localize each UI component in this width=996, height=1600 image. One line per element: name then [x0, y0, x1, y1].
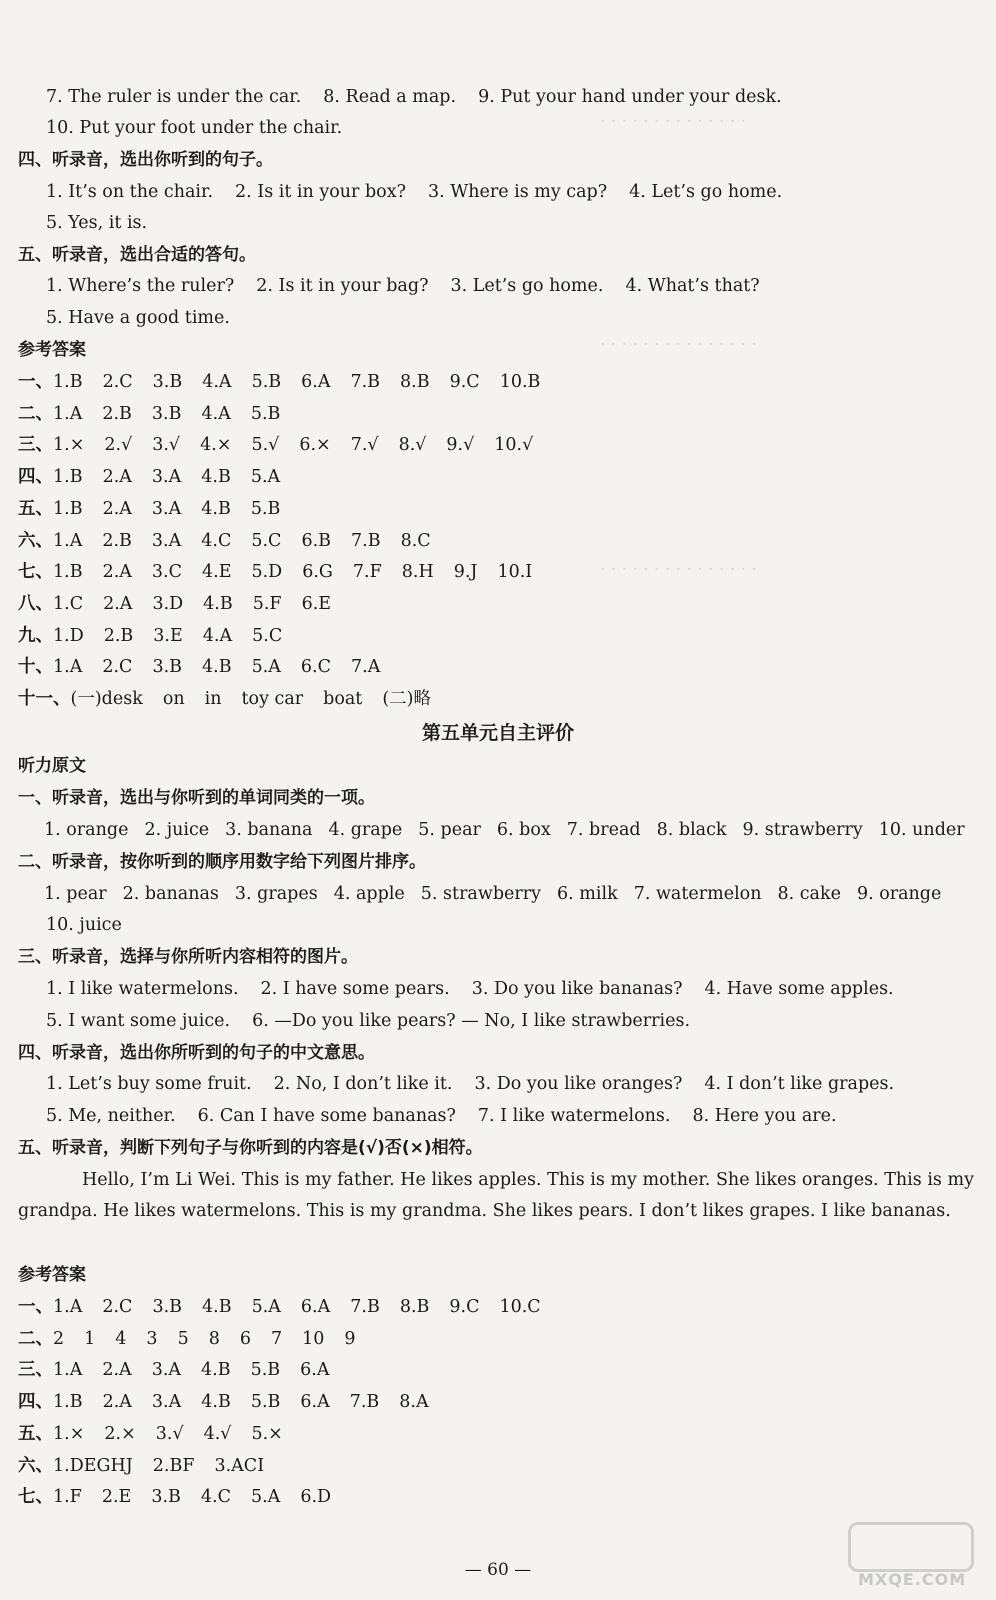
word-item: 8. cake	[777, 884, 841, 904]
section-heading: 听力原文	[18, 756, 86, 776]
listening-line	[0, 879, 996, 910]
answer-item: 7.B	[351, 530, 381, 551]
listening-paragraph: Hello, I’m Li Wei. This is my father. He likes apples. This is my mother. She likes oranges. This is my grandpa. He likes watermelons. This is my grandma. She likes pears. I don’t likes grapes. I like bananas.	[18, 1170, 974, 1221]
answer-prefix: 二、	[18, 403, 53, 424]
sentence: 7. I like watermelons.	[477, 1106, 671, 1126]
answer-item: 1.B	[53, 467, 83, 488]
answer-item: 2.BF	[152, 1455, 195, 1476]
answer-prefix: 六、	[18, 530, 53, 551]
answer-item: 4.B	[201, 467, 231, 488]
answer-item: 2.B	[102, 530, 132, 551]
answer-item: 2.C	[102, 1297, 133, 1317]
answer-item: 5.B	[251, 372, 282, 392]
sentence: 5. I want some juice.	[46, 1011, 231, 1031]
answer-row	[0, 494, 996, 525]
answer-row	[0, 1482, 996, 1513]
word-item: 1. pear	[44, 884, 107, 904]
sentence: 8. Here you are.	[692, 1106, 837, 1126]
answer-item: 1.A	[53, 403, 83, 424]
sentence: 2. No, I don’t like it.	[273, 1074, 453, 1094]
word-item: 2. juice	[144, 820, 210, 840]
section-heading: 四、听录音，选出你所听到的句子的中文意思。	[18, 1043, 375, 1063]
word-item: 7. watermelon	[633, 884, 762, 904]
answer-item: 6.×	[299, 435, 331, 456]
answer-item: 2.B	[103, 625, 134, 646]
answer-item: 3.C	[151, 562, 182, 583]
answer-item: on	[162, 689, 185, 709]
answer-row	[0, 399, 996, 430]
sentence: 3. Do you like oranges?	[474, 1074, 683, 1094]
answer-item: 3.√	[152, 435, 181, 456]
answer-item: 7	[270, 1328, 283, 1349]
answer-item: 3.A	[151, 467, 182, 488]
answer-prefix: 十一、	[18, 689, 71, 709]
unit-title: 第五单元自主评价	[421, 722, 574, 744]
answer-item: 5.A	[250, 1487, 281, 1508]
answer-item: 1.B	[53, 1392, 83, 1413]
answer-item: 5.A	[251, 1297, 281, 1317]
answer-item: 4.B	[201, 1360, 231, 1381]
section-heading: 二、听录音，按你听到的顺序用数字给下列图片排序。	[18, 852, 426, 872]
word-item: 6. milk	[557, 884, 618, 904]
answer-item: (二)略	[382, 689, 431, 709]
answer-item: 8.√	[398, 435, 427, 456]
answer-row	[0, 557, 996, 588]
answer-item: 5.×	[251, 1423, 283, 1444]
sentence: 10. juice	[46, 915, 122, 935]
watermark-text: MXQE.COM	[858, 1570, 967, 1589]
answer-prefix: 四、	[18, 467, 53, 488]
answer-row	[0, 1387, 996, 1418]
listening-line	[0, 1069, 996, 1100]
answer-item: 6.C	[300, 657, 331, 678]
sentence: 4. Let’s go home.	[629, 182, 783, 202]
answer-item: 9	[344, 1328, 356, 1349]
word-item: 9. orange	[856, 884, 942, 904]
answer-item: 4.B	[201, 498, 231, 519]
sentence: 1. It’s on the chair.	[46, 182, 214, 202]
answer-item: 2.A	[102, 562, 132, 583]
listening-line	[0, 815, 996, 846]
answer-item: 8.C	[400, 530, 431, 551]
answer-row	[0, 589, 996, 620]
answer-row	[0, 526, 996, 557]
answer-item: 1.C	[53, 593, 84, 614]
answer-prefix: 三、	[18, 1360, 53, 1381]
answer-item: 4.B	[202, 1297, 232, 1317]
answer-item: 10	[302, 1328, 325, 1349]
answer-item: 4.C	[201, 530, 232, 551]
answer-item: 6	[239, 1328, 251, 1349]
answer-item: 1.A	[53, 1360, 83, 1381]
answer-item: 4.B	[201, 1392, 231, 1413]
word-item: 3. grapes	[234, 884, 318, 904]
answer-item: 8.H	[401, 562, 434, 583]
sentence: 3. Let’s go home.	[450, 276, 604, 296]
answer-item: 4.×	[200, 435, 232, 456]
answer-prefix: 十、	[18, 657, 53, 678]
answer-row	[0, 652, 996, 683]
answer-item: 3.A	[151, 498, 182, 519]
answer-item: 5.A	[250, 467, 281, 488]
sentence: 1. Let’s buy some fruit.	[46, 1074, 252, 1094]
sentence: 8. Read a map.	[323, 87, 457, 107]
answer-item: 4.B	[203, 593, 233, 614]
answer-item: 2.C	[102, 657, 133, 678]
sentence: 6. —Do you like pears? — No, I like strawberries.	[252, 1011, 691, 1031]
sentence: 2. Is it in your bag?	[256, 276, 429, 296]
sentence: 5. Have a good time.	[46, 308, 230, 328]
word-item: 5. strawberry	[420, 884, 542, 904]
answer-item: 10.√	[494, 435, 534, 456]
answers-heading: 参考答案	[18, 340, 86, 360]
answer-item: 7.B	[349, 1392, 380, 1413]
word-item: 9. strawberry	[742, 820, 863, 840]
answer-item: 4.A	[201, 403, 231, 424]
section-heading: 三、听录音，选择与你所听内容相符的图片。	[18, 947, 358, 967]
answer-item: 1.A	[53, 1297, 83, 1317]
answer-item: 5.C	[252, 625, 283, 646]
answers-heading: 参考答案	[18, 1265, 86, 1285]
answer-item: 10.I	[497, 562, 533, 583]
answer-item: 2.√	[104, 435, 133, 456]
watermark-logo	[848, 1522, 978, 1592]
listening-line	[0, 113, 996, 144]
word-item: 10. under	[878, 820, 965, 840]
bleed-through-text: · · · · · · · · · · · · · · ·	[600, 560, 757, 580]
word-item: 4. apple	[333, 884, 405, 904]
answer-item: 2.×	[104, 1423, 136, 1444]
answer-item: 8.B	[400, 372, 430, 392]
sentence: 10. Put your foot under the chair.	[46, 118, 343, 138]
sentence: 5. Me, neither.	[46, 1106, 176, 1126]
answer-item: 9.√	[446, 435, 475, 456]
word-item: 5. pear	[418, 820, 481, 840]
answer-prefix: 八、	[18, 593, 53, 614]
answer-item: 7.√	[350, 435, 379, 456]
sentence: 1. Where’s the ruler?	[46, 276, 235, 296]
answer-item: 1.×	[53, 1423, 85, 1444]
answer-item: toy car	[241, 689, 304, 709]
answer-item: 10.C	[499, 1297, 541, 1317]
word-item: 7. bread	[566, 820, 641, 840]
answer-prefix: 六、	[18, 1455, 53, 1476]
answer-item: 3.B	[151, 1487, 181, 1508]
answer-prefix: 七、	[18, 1487, 53, 1508]
answer-item: 3.B	[151, 403, 182, 424]
answer-prefix: 二、	[18, 1328, 53, 1349]
word-item: 3. banana	[225, 820, 313, 840]
answer-row	[0, 684, 996, 715]
answer-item: 8.A	[399, 1392, 429, 1413]
answer-item: 7.B	[350, 372, 381, 392]
answer-item: 3	[146, 1328, 158, 1349]
answer-row	[0, 1355, 996, 1386]
answer-item: 1.B	[53, 498, 83, 519]
answer-item: (一)desk	[70, 689, 143, 709]
answer-item: 6.B	[301, 530, 331, 551]
answer-item: 9.J	[453, 562, 478, 583]
answer-item: 2.B	[102, 403, 132, 424]
bleed-through-text: · · · · · · · · · · · · · · ·	[600, 335, 757, 355]
answer-item: 3.A	[151, 1360, 182, 1381]
section-heading: 四、听录音，选出你听到的句子。	[18, 150, 273, 170]
word-item: 2. bananas	[122, 884, 219, 904]
answer-row	[0, 1324, 996, 1355]
answer-item: 6.D	[300, 1487, 332, 1508]
answer-item: 4.E	[202, 562, 232, 583]
answer-item: 6.E	[301, 593, 332, 614]
sentence: 1. I like watermelons.	[46, 979, 239, 999]
answer-item: 1.A	[53, 657, 83, 678]
sentence: 9. Put your hand under your desk.	[478, 87, 782, 107]
word-item: 1. orange	[44, 820, 129, 840]
answer-item: 9.C	[449, 1297, 480, 1317]
word-item: 8. black	[656, 820, 727, 840]
answer-prefix: 九、	[18, 625, 53, 646]
answer-item: 6.G	[302, 562, 333, 583]
answer-item: 6.A	[300, 1392, 330, 1413]
bleed-through-text: · · · · · · · · · · · · · ·	[600, 112, 746, 132]
sentence: 5. Yes, it is.	[46, 213, 148, 233]
answer-item: 3.B	[152, 372, 183, 392]
answer-prefix: 一、	[18, 1297, 53, 1317]
answer-item: 3.B	[152, 1297, 182, 1317]
answer-item: 1.B	[53, 562, 83, 583]
answer-item: 1.×	[53, 435, 85, 456]
answer-item: 5.F	[252, 593, 282, 614]
answer-item: 1	[84, 1328, 96, 1349]
answer-item: 5.√	[251, 435, 280, 456]
answer-row	[0, 621, 996, 652]
listening-line	[0, 82, 996, 113]
answer-prefix: 五、	[18, 1423, 53, 1444]
section-heading: 一、听录音，选出与你听到的单词同类的一项。	[18, 788, 375, 808]
answer-item: 10.B	[499, 372, 541, 392]
listening-line	[0, 1101, 996, 1132]
answer-row	[0, 367, 996, 398]
answer-row	[0, 1451, 996, 1482]
answer-item: 1.F	[53, 1487, 82, 1508]
listening-line	[0, 303, 996, 334]
sentence: 4. What’s that?	[625, 276, 760, 296]
listening-line	[0, 1006, 996, 1037]
listening-line	[0, 208, 996, 239]
answer-item: 5.A	[251, 657, 281, 678]
answer-item: 2.A	[102, 498, 132, 519]
answer-item: 4.B	[202, 657, 232, 678]
answer-item: 3.ACI	[214, 1455, 265, 1476]
listening-line	[0, 177, 996, 208]
answer-item: 9.C	[449, 372, 480, 392]
sentence: 4. Have some apples.	[704, 979, 894, 999]
answer-item: 2.C	[102, 372, 133, 392]
answer-item: 6.A	[300, 1297, 331, 1317]
word-item: 6. box	[496, 820, 551, 840]
answer-item: 3.√	[155, 1423, 184, 1444]
answer-item: 1.DEGHJ	[53, 1455, 133, 1476]
listening-line	[0, 974, 996, 1005]
sentence: 4. I don’t like grapes.	[704, 1074, 895, 1094]
listening-line	[0, 271, 996, 302]
answer-item: 5.B	[250, 1392, 281, 1413]
answer-item: 3.A	[151, 1392, 182, 1413]
answer-prefix: 五、	[18, 498, 53, 519]
answer-item: 5	[177, 1328, 189, 1349]
answer-item: 2.A	[102, 1392, 132, 1413]
answer-item: 5.C	[251, 530, 282, 551]
answer-item: 1.B	[53, 372, 83, 392]
answer-item: 4.C	[200, 1487, 231, 1508]
answer-item: 4.A	[202, 372, 232, 392]
answer-item: 3.D	[152, 593, 184, 614]
answer-row	[0, 462, 996, 493]
answer-item: 2.A	[102, 1360, 132, 1381]
answer-item: 2.A	[102, 467, 132, 488]
answer-prefix: 一、	[18, 372, 53, 392]
sentence: 7. The ruler is under the car.	[46, 87, 302, 107]
answer-item: 5.D	[251, 562, 283, 583]
listening-line	[0, 910, 996, 941]
sentence: 6. Can I have some bananas?	[197, 1106, 456, 1126]
answer-item: 6.A	[301, 372, 331, 392]
answer-item: 7.B	[350, 1297, 380, 1317]
answer-prefix: 三、	[18, 435, 53, 456]
answer-item: 4.A	[202, 625, 233, 646]
sentence: 2. I have some pears.	[260, 979, 450, 999]
section-heading: 五、听录音，选出合适的答句。	[18, 245, 256, 265]
answer-item: 5.B	[250, 403, 281, 424]
answer-item: 4	[115, 1328, 127, 1349]
answer-row	[0, 1419, 996, 1450]
answer-item: 3.B	[152, 657, 182, 678]
answer-item: 7.F	[352, 562, 382, 583]
answer-item: 4.√	[203, 1423, 232, 1444]
answer-item: 1.A	[53, 530, 83, 551]
answer-item: 1.D	[53, 625, 84, 646]
answer-item: 7.A	[351, 657, 381, 678]
sentence: 2. Is it in your box?	[235, 182, 406, 202]
answer-prefix: 七、	[18, 562, 53, 583]
answer-item: 5.B	[250, 498, 281, 519]
answer-item: boat	[323, 689, 363, 709]
answer-row	[0, 430, 996, 461]
answer-item: 3.A	[151, 530, 182, 551]
answer-item: 3.E	[153, 625, 183, 646]
answer-row	[0, 1292, 996, 1323]
answer-item: 8	[208, 1328, 220, 1349]
answer-item: 2	[53, 1328, 65, 1349]
answer-item: 5.B	[250, 1360, 281, 1381]
answer-item: 2.A	[103, 593, 133, 614]
sentence: 3. Where is my cap?	[427, 182, 608, 202]
answer-prefix: 四、	[18, 1392, 53, 1413]
answer-item: 6.A	[300, 1360, 330, 1381]
answer-item: 2.E	[101, 1487, 132, 1508]
answer-item: 8.B	[399, 1297, 430, 1317]
page-number: — 60 —	[464, 1560, 532, 1580]
word-item: 4. grape	[328, 820, 403, 840]
answer-item: in	[204, 689, 222, 709]
section-heading: 五、听录音，判断下列句子与你听到的内容是(√)否(×)相符。	[18, 1138, 483, 1158]
sentence: 3. Do you like bananas?	[471, 979, 683, 999]
